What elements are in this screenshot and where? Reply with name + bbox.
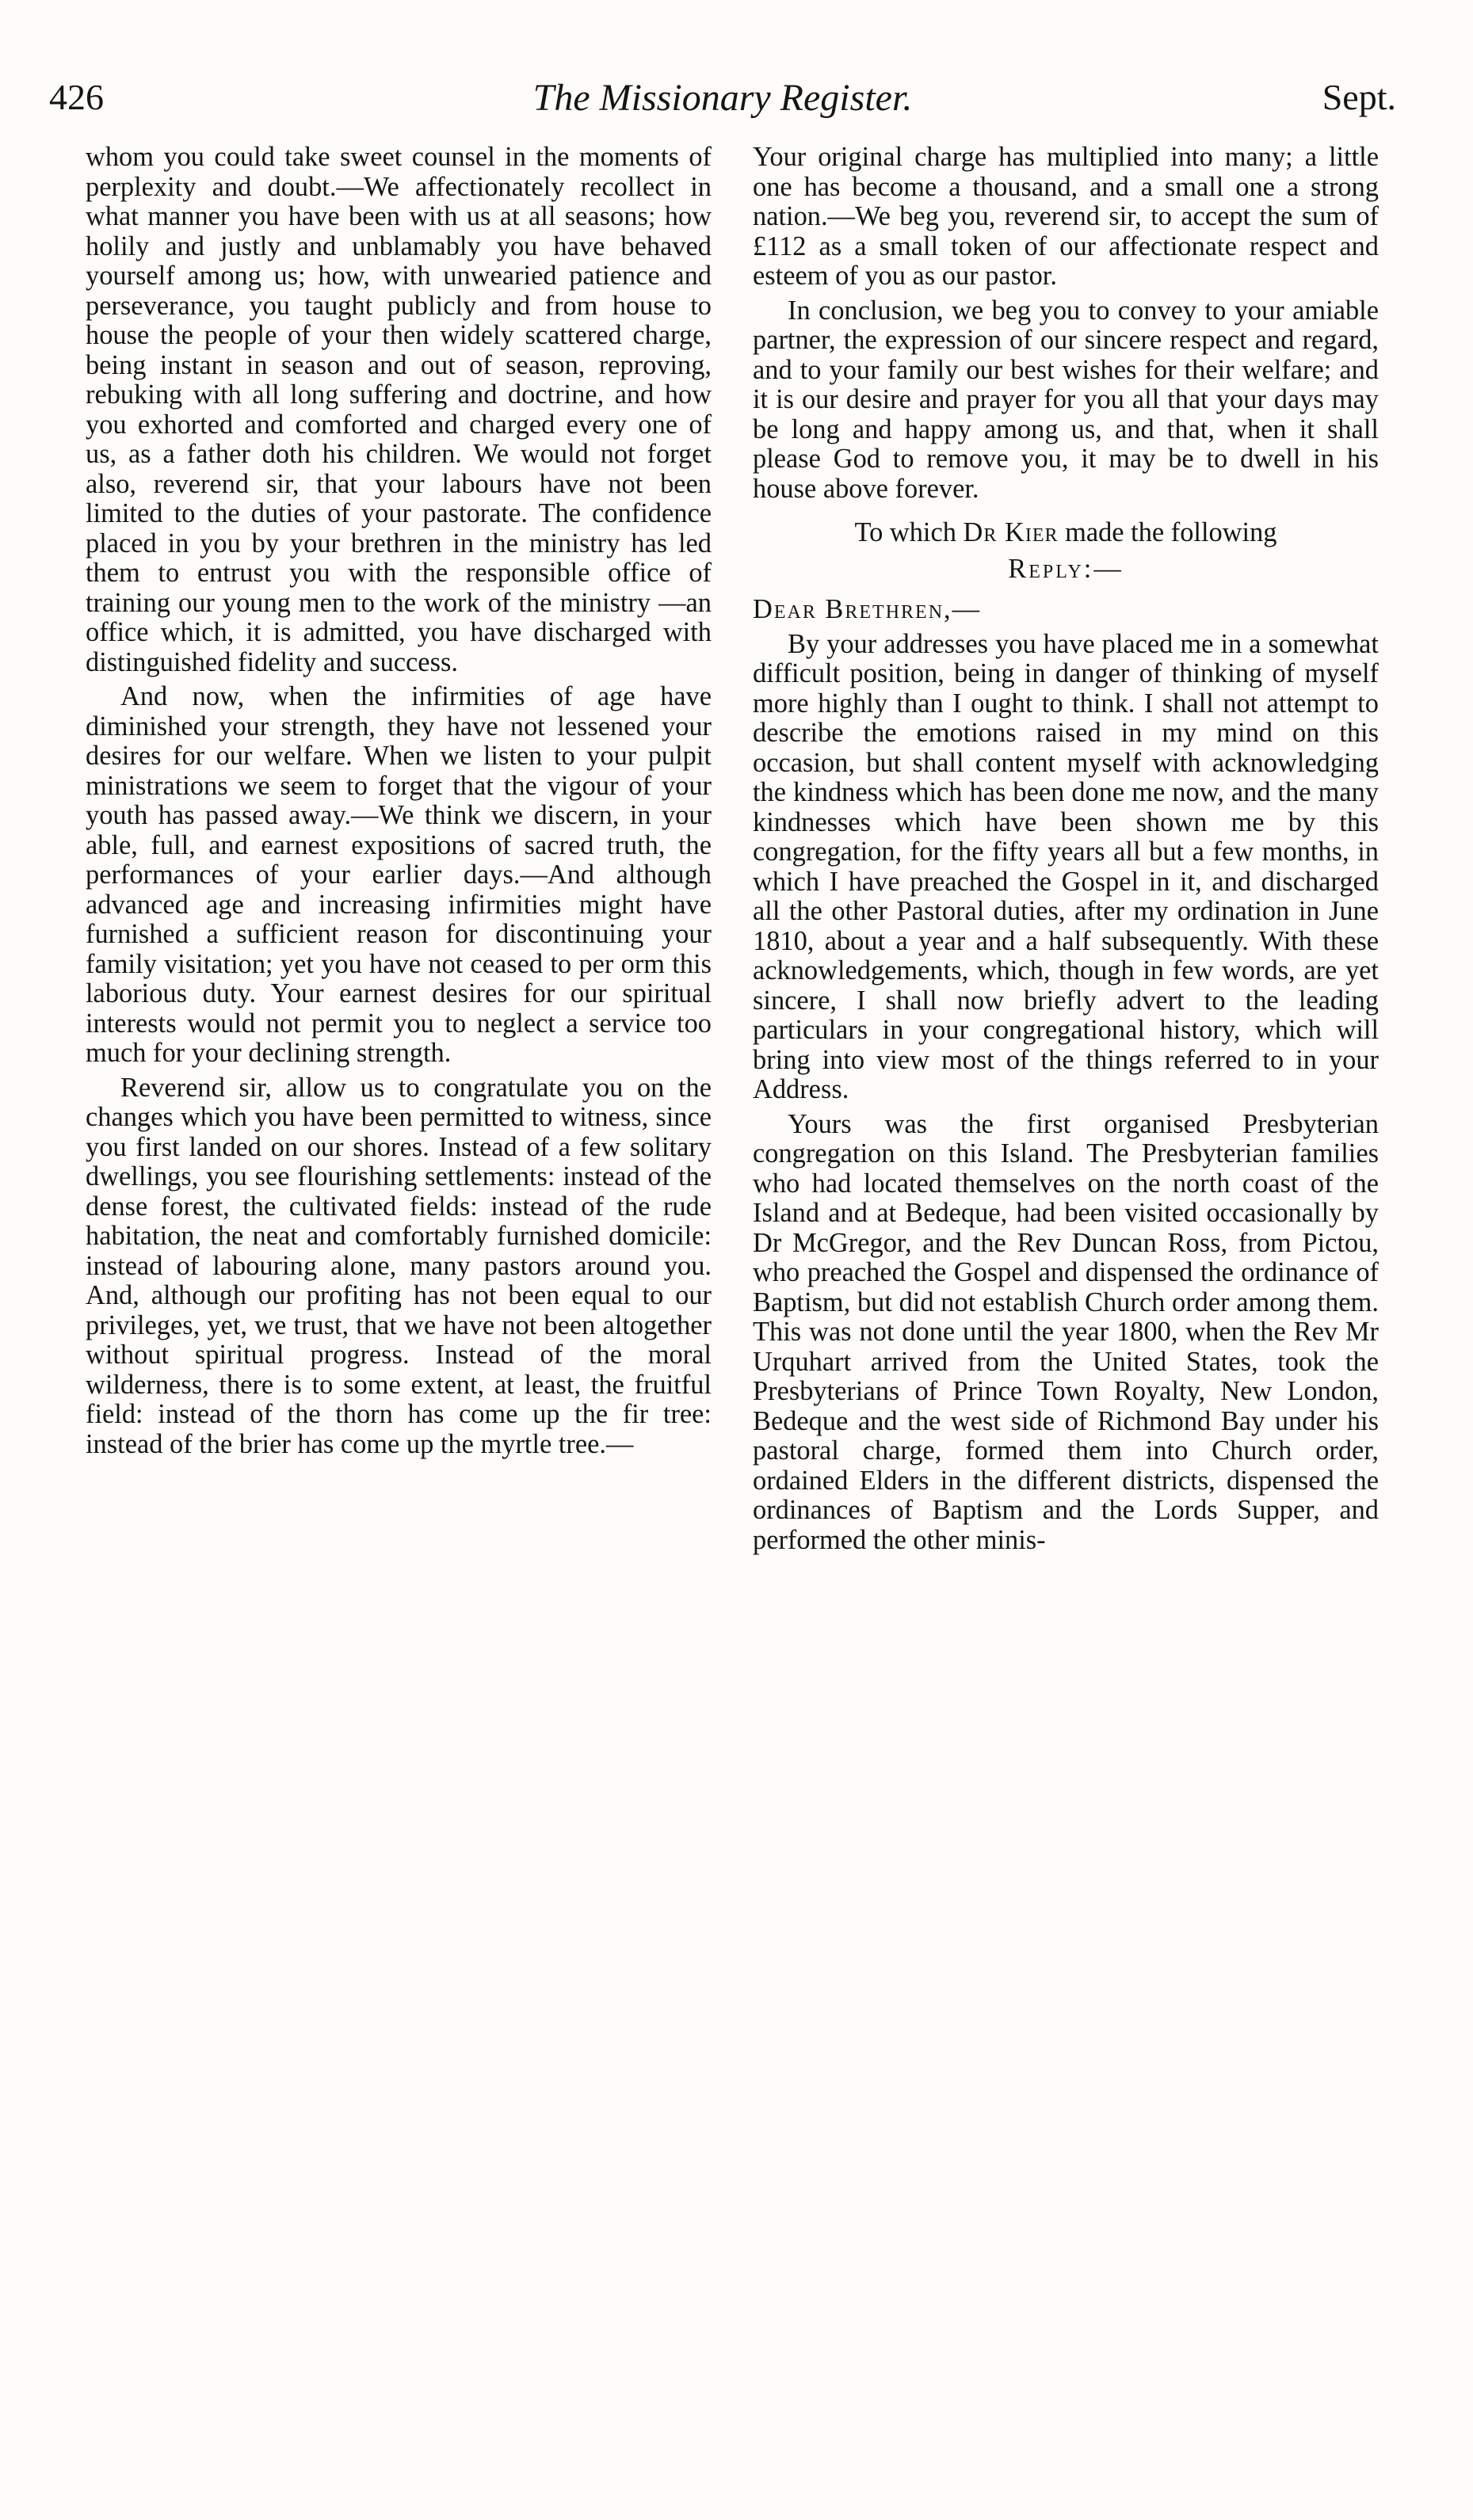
left-paragraph-3: Reverend sir, allow us to congratulate you on the changes which you have been permitted to witness, since you first landed on our shores. Instead of a few solitary dwellings, you see flourishing settlements: instead of the dense forest, the cultivated fields: instead of the rude habitation, the neat and comfortably furnished domicile: instead of labouring alone, many pastors around you. And, although our profiting has not been equal to our privileges, yet, we trust, that we have not been altogether without spiritual progress. Instead of the moral wilderness, there is to some extent, at least, the fruitful field: instead of the thorn has come up the fir tree: instead of the brier has come up the myrtle tree.— [86,1072,712,1459]
right-column [753,143,1379,1555]
right-paragraph-4: Yours was the first organised Presbyterian congregation on this Island. The Presbyterian families who had located themselves on the north coast of the Island and at Bedeque, had been visited occasionally by Dr McGregor, and the Rev Duncan Ross, from Pictou, who preached the Gospel and dispensed the ordinance of Baptism, but did not establish Church order among them. This was not done until the year 1800, when the Rev Mr Urquhart arrived from the United States, took the Presbyterians of Prince Town Royalty, New London, Bedeque and the west side of Richmond Bay under his pastoral charge, formed them into Church order, ordained Elders in the different districts, dispensed the ordinances of Baptism and the Lords Supper, and performed the other minis- [753,1108,1379,1555]
left-paragraph-2: And now, when the infirmities of age have diminished your strength, they have not lessened your desires for our welfare. When we listen to your pulpit ministrations we seem to forget that the vigour of your youth has passed away.—We think we discern, in your able, full, and earnest expositions of sacred truth, the performances of your earlier days.—And although advanced age and increasing infirmities might have furnished a sufficient reason for discontinuing your family visitation; yet you have not ceased to per orm this laborious duty. Your earnest desires for our spiritual interests would not permit you to neglect a service too much for your declining strength. [86,681,712,1068]
reply-intro-before: To which [854,517,964,547]
reply-intro-after: made the following [1058,517,1277,547]
page-header [49,76,1396,132]
right-paragraph-3: By your addresses you have placed me in a somewhat difficult position, being in danger of thinking of myself more highly than I ought to think. I shall not attempt to describe the emotions raised in my mind on this occasion, but shall content myself with acknowledging the kindness which has been done me now, and the many kindnesses which have been shown me by this congregation, for the fifty years all but a few months, in which I have preached the Gospel in it, and discharged all the other Pastoral duties, after my ordination in June 1810, about a year and a half subsequently. With these acknowledgements, which, though in few words, are yet sincere, I shall now briefly advert to the leading particulars in your congregational history, which will bring into view most of the things referred to in your Address. [753,628,1379,1104]
left-paragraph-1: whom you could take sweet counsel in the moments of perplexity and doubt.—We affectionately recollect in what manner you have been with us at all seasons; how holily and justly and unblamably you have behaved yourself among us; how, with unwearied patience and perseverance, you taught publicly and from house to house the people of your then widely scattered charge, being instant in season and out of season, reproving, rebuking with all long suffering and doctrine, and how you exhorted and comforted and charged every one of us, as a father doth his children. We would not forget also, reverend sir, that your labours have not been limited to the duties of your pastorate. The confidence placed in you by your brethren in the ministry has led them to entrust you with the responsible office of training our young men to the work of the ministry —an office which, it is admitted, you have discharged with distinguished fidelity and success. [86,142,712,677]
issue-month: Sept. [1322,77,1396,117]
salutation: Dear Brethren,— [753,594,982,624]
right-paragraph-1: Your original charge has multiplied into many; a little one has become a thousand, and a small one a strong nation.—We beg you, reverend sir, to accept the sum of £112 as a small token of our affectionate respect and esteem of you as our pastor. [753,142,1379,291]
reply-heading: Reply:— [1008,553,1124,584]
left-column [86,143,712,1459]
page-number: 426 [49,77,104,117]
right-paragraph-2: In conclusion, we beg you to convey to your amiable partner, the expression of our sincere respect and regard, and to your family our best wishes for their welfare; and it is our desire and prayer for you all that your days may be long and happy among us, and that, when it shall please God to remove you, it may be to dwell in his house above forever. [753,295,1379,504]
reply-intro [753,518,1379,548]
reply-intro-name: Dr Kier [963,517,1059,547]
running-title: The Missionary Register. [532,77,913,119]
